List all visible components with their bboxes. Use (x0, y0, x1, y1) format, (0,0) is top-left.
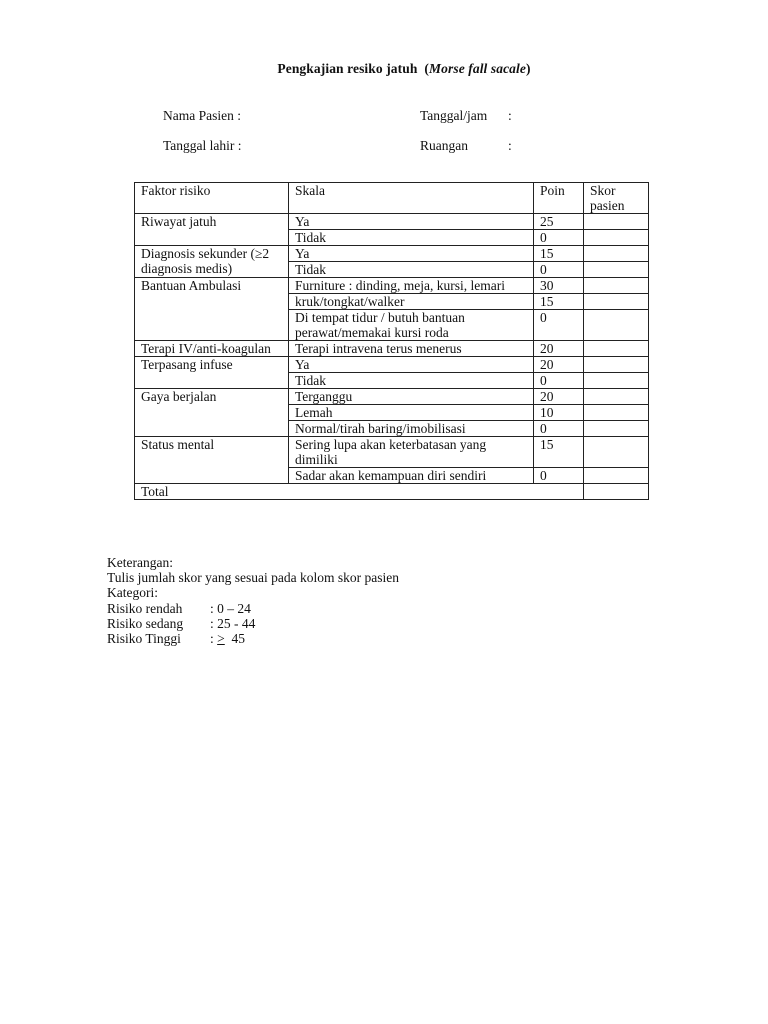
greater-equal-symbol: > (217, 631, 225, 647)
title-open-paren: ( (424, 61, 430, 76)
poin-cell: 0 (534, 310, 584, 341)
table-row (135, 341, 649, 357)
poin-cell: 25 (534, 214, 584, 230)
skala-cell: Normal/tirah baring/imobilisasi (289, 421, 534, 437)
notes-section (107, 555, 399, 646)
field-tanggal-jam-colon: : (508, 108, 512, 123)
poin-cell: 15 (534, 294, 584, 310)
skala-cell: Di tempat tidur / butuh bantuan perawat/memakai kursi roda (289, 310, 534, 341)
faktor-cell: Gaya berjalan (135, 389, 289, 437)
header-faktor: Faktor risiko (135, 183, 289, 214)
skala-cell: Lemah (289, 405, 534, 421)
skala-cell: Sering lupa akan keterbatasan yang dimiliki (289, 437, 534, 468)
field-nama-pasien: Nama Pasien : (163, 108, 241, 123)
poin-cell: 20 (534, 389, 584, 405)
faktor-cell: Diagnosis sekunder (≥2 diagnosis medis) (135, 246, 289, 278)
title-prefix: Pengkajian resiko jatuh (277, 61, 418, 76)
field-ruangan: Ruangan (420, 138, 468, 153)
morse-fall-scale-table (134, 182, 649, 500)
total-label: Total (135, 484, 584, 500)
poin-cell: 15 (534, 437, 584, 468)
faktor-cell: Riwayat jatuh (135, 214, 289, 246)
skala-cell: Furniture : dinding, meja, kursi, lemari (289, 278, 534, 294)
poin-cell: 0 (534, 262, 584, 278)
header-skor: Skor pasien (584, 183, 649, 214)
skala-cell: Ya (289, 214, 534, 230)
skor-pasien-cell[interactable] (584, 421, 649, 437)
skor-pasien-cell[interactable] (584, 437, 649, 468)
header-skala: Skala (289, 183, 534, 214)
skor-pasien-cell[interactable] (584, 262, 649, 278)
poin-cell: 20 (534, 341, 584, 357)
poin-cell: 15 (534, 246, 584, 262)
skor-pasien-cell[interactable] (584, 468, 649, 484)
poin-cell: 0 (534, 468, 584, 484)
skala-cell: Terapi intravena terus menerus (289, 341, 534, 357)
page-title (0, 61, 768, 77)
skala-cell: Tidak (289, 262, 534, 278)
category-label: Risiko Tinggi (107, 631, 181, 647)
category-row (107, 631, 399, 646)
skor-pasien-cell[interactable] (584, 214, 649, 230)
notes-instruction: Tulis jumlah skor yang sesuai pada kolom skor pasien (107, 570, 399, 586)
category-row (107, 601, 399, 616)
category-value: 45 (231, 631, 246, 647)
table-header-row (135, 183, 649, 214)
notes-heading: Keterangan: (107, 555, 173, 570)
skala-cell: Tidak (289, 230, 534, 246)
skor-pasien-cell[interactable] (584, 341, 649, 357)
skor-pasien-cell[interactable] (584, 389, 649, 405)
field-tanggal-lahir: Tanggal lahir : (163, 138, 242, 153)
field-ruangan-colon: : (508, 138, 512, 153)
category-prefix: : (210, 631, 218, 647)
table-row (135, 278, 649, 294)
table-row (135, 214, 649, 230)
skor-pasien-cell[interactable] (584, 294, 649, 310)
faktor-cell: Terpasang infuse (135, 357, 289, 389)
faktor-cell: Bantuan Ambulasi (135, 278, 289, 341)
poin-cell: 0 (534, 230, 584, 246)
poin-cell: 30 (534, 278, 584, 294)
skor-pasien-cell[interactable] (584, 246, 649, 262)
table-row (135, 389, 649, 405)
skor-pasien-cell[interactable] (584, 373, 649, 389)
skor-pasien-cell[interactable] (584, 405, 649, 421)
skala-cell: Tidak (289, 373, 534, 389)
total-row (135, 484, 649, 500)
title-close-paren: ) (525, 61, 531, 76)
skala-cell: Ya (289, 357, 534, 373)
category-row (107, 616, 399, 631)
category-heading: Kategori: (107, 585, 158, 601)
skala-cell: kruk/tongkat/walker (289, 294, 534, 310)
category-label: Risiko sedang (107, 615, 184, 631)
table-row (135, 357, 649, 373)
skor-pasien-cell[interactable] (584, 310, 649, 341)
category-range: : 25 - 44 (210, 615, 256, 631)
category-range: : 0 – 24 (210, 600, 251, 616)
skor-pasien-cell[interactable] (584, 230, 649, 246)
header-poin: Poin (534, 183, 584, 214)
skala-cell: Terganggu (289, 389, 534, 405)
poin-cell: 10 (534, 405, 584, 421)
skala-cell: Ya (289, 246, 534, 262)
title-italic: Morse fall sacale (429, 61, 526, 76)
total-skor-cell[interactable] (584, 484, 649, 500)
category-label: Risiko rendah (107, 600, 183, 616)
table-row (135, 437, 649, 468)
faktor-cell: Status mental (135, 437, 289, 484)
poin-cell: 0 (534, 373, 584, 389)
poin-cell: 0 (534, 421, 584, 437)
skor-pasien-cell[interactable] (584, 357, 649, 373)
skor-pasien-cell[interactable] (584, 278, 649, 294)
poin-cell: 20 (534, 357, 584, 373)
faktor-cell: Terapi IV/anti-koagulan (135, 341, 289, 357)
skala-cell: Sadar akan kemampuan diri sendiri (289, 468, 534, 484)
field-tanggal-jam: Tanggal/jam (420, 108, 488, 123)
table-row (135, 246, 649, 262)
